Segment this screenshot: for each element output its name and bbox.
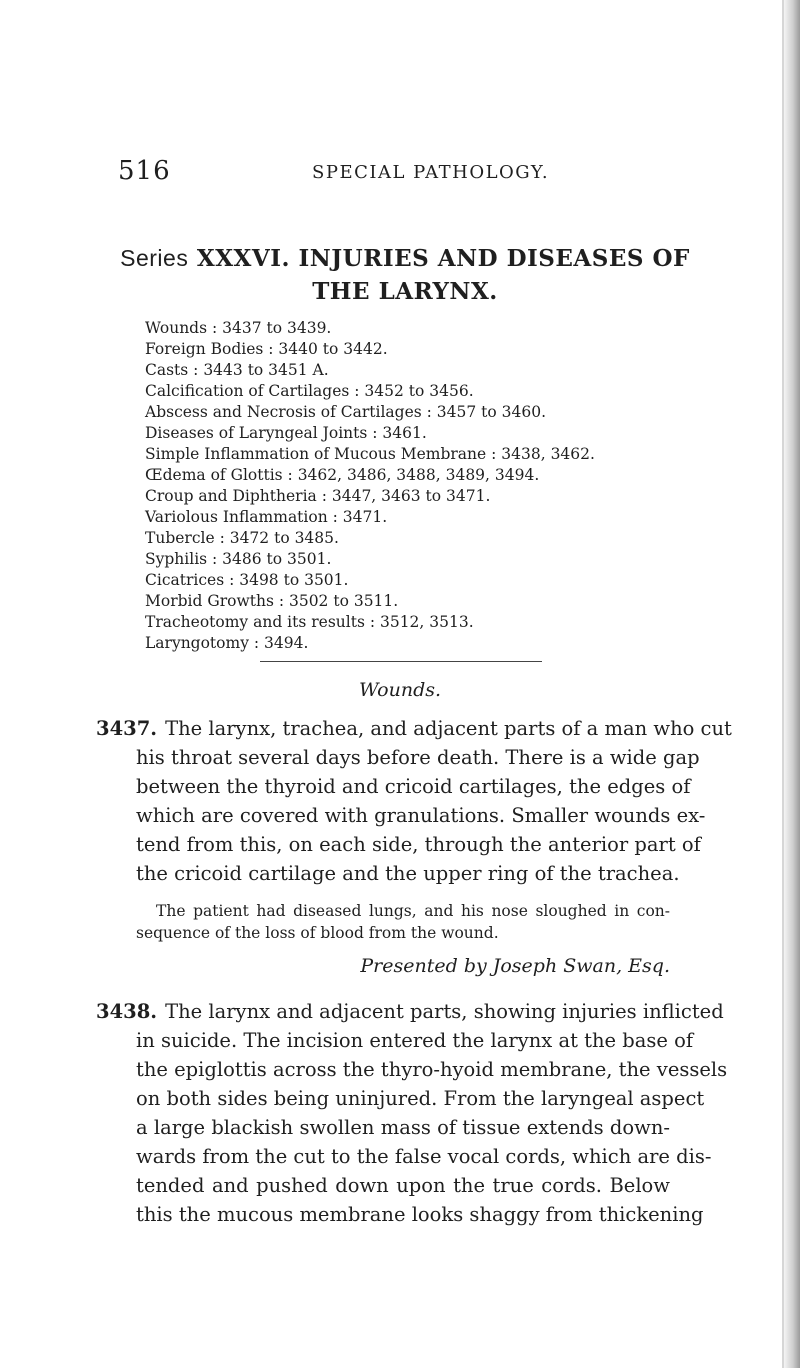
contents-item: Tracheotomy and its results : 3512, 3513. (145, 613, 474, 631)
entry-3438-line: tended and pushed down upon the true cords. Below (136, 1174, 670, 1197)
page-number: 516 (118, 156, 171, 186)
entry-number: 3438. (96, 1000, 158, 1023)
entry-3437-line: which are covered with granulations. Smaller wounds ex- (136, 804, 706, 827)
entry-number: 3437. (96, 717, 158, 740)
entry-3438-line: a large blackish swollen mass of tissue extends down- (136, 1116, 670, 1139)
section-heading: Wounds. (358, 679, 442, 701)
entry-text: The larynx and adjacent parts, showing injuries inflicted (165, 1000, 724, 1023)
entry-3438-line (96, 997, 724, 1026)
contents-item: Casts : 3443 to 3451 A. (145, 361, 329, 379)
entry-3437-presenter: Presented by Joseph Swan, Esq. (360, 955, 670, 977)
contents-item: Abscess and Necrosis of Cartilages : 3457 to 3460. (145, 403, 547, 421)
contents-item: Variolous Inflammation : 3471. (145, 508, 388, 526)
entry-3437-note-line: The patient had diseased lungs, and his nose sloughed in con- (156, 902, 670, 920)
entry-3438-line: in suicide. The incision entered the larynx at the base of (136, 1029, 694, 1052)
entry-3438-line: this the mucous membrane looks shaggy from thickening (136, 1203, 704, 1226)
entry-3437-line: between the thyroid and cricoid cartilages, the edges of (136, 775, 691, 798)
entry-3437-line: his throat several days before death. There is a wide gap (136, 746, 700, 769)
contents-item: Laryngotomy : 3494. (145, 634, 309, 652)
running-head: SPECIAL PATHOLOGY. (312, 162, 550, 183)
contents-item: Syphilis : 3486 to 3501. (145, 550, 332, 568)
contents-item: Croup and Diphtheria : 3447, 3463 to 3471. (145, 487, 491, 505)
section-divider (260, 661, 542, 662)
contents-item: Cicatrices : 3498 to 3501. (145, 571, 349, 589)
contents-item: Foreign Bodies : 3440 to 3442. (145, 340, 388, 358)
entry-3438-line: on both sides being uninjured. From the laryngeal aspect (136, 1087, 705, 1110)
series-prefix: Series (120, 245, 189, 271)
contents-list (145, 318, 595, 654)
contents-item: Morbid Growths : 3502 to 3511. (145, 592, 399, 610)
entry-3438-line: the epiglottis across the thyro-hyoid membrane, the vessels (136, 1058, 728, 1081)
contents-item: Wounds : 3437 to 3439. (145, 319, 332, 337)
series-title-line-1 (110, 245, 700, 272)
entry-3438-line: wards from the cut to the false vocal cords, which are dis- (136, 1145, 712, 1168)
entry-text: The larynx, trachea, and adjacent parts of a man who cut (165, 717, 732, 740)
entry-3437-note-line: sequence of the loss of blood from the wound. (136, 924, 499, 942)
entry-3437-line: tend from this, on each side, through the anterior part of (136, 833, 701, 856)
contents-item: Tubercle : 3472 to 3485. (145, 529, 339, 547)
series-title-line-2: THE LARYNX. (312, 278, 498, 305)
series-title-text: XXXVI. INJURIES AND DISEASES OF (196, 245, 690, 272)
entry-3437-line (96, 714, 732, 743)
entry-3437-line: the cricoid cartilage and the upper ring of the trachea. (136, 862, 680, 885)
contents-item: Œdema of Glottis : 3462, 3486, 3488, 3489, 3494. (145, 466, 540, 484)
contents-item: Simple Inflammation of Mucous Membrane : 3438, 3462. (145, 445, 595, 463)
contents-item: Calcification of Cartilages : 3452 to 3456. (145, 382, 474, 400)
contents-item: Diseases of Laryngeal Joints : 3461. (145, 424, 427, 442)
